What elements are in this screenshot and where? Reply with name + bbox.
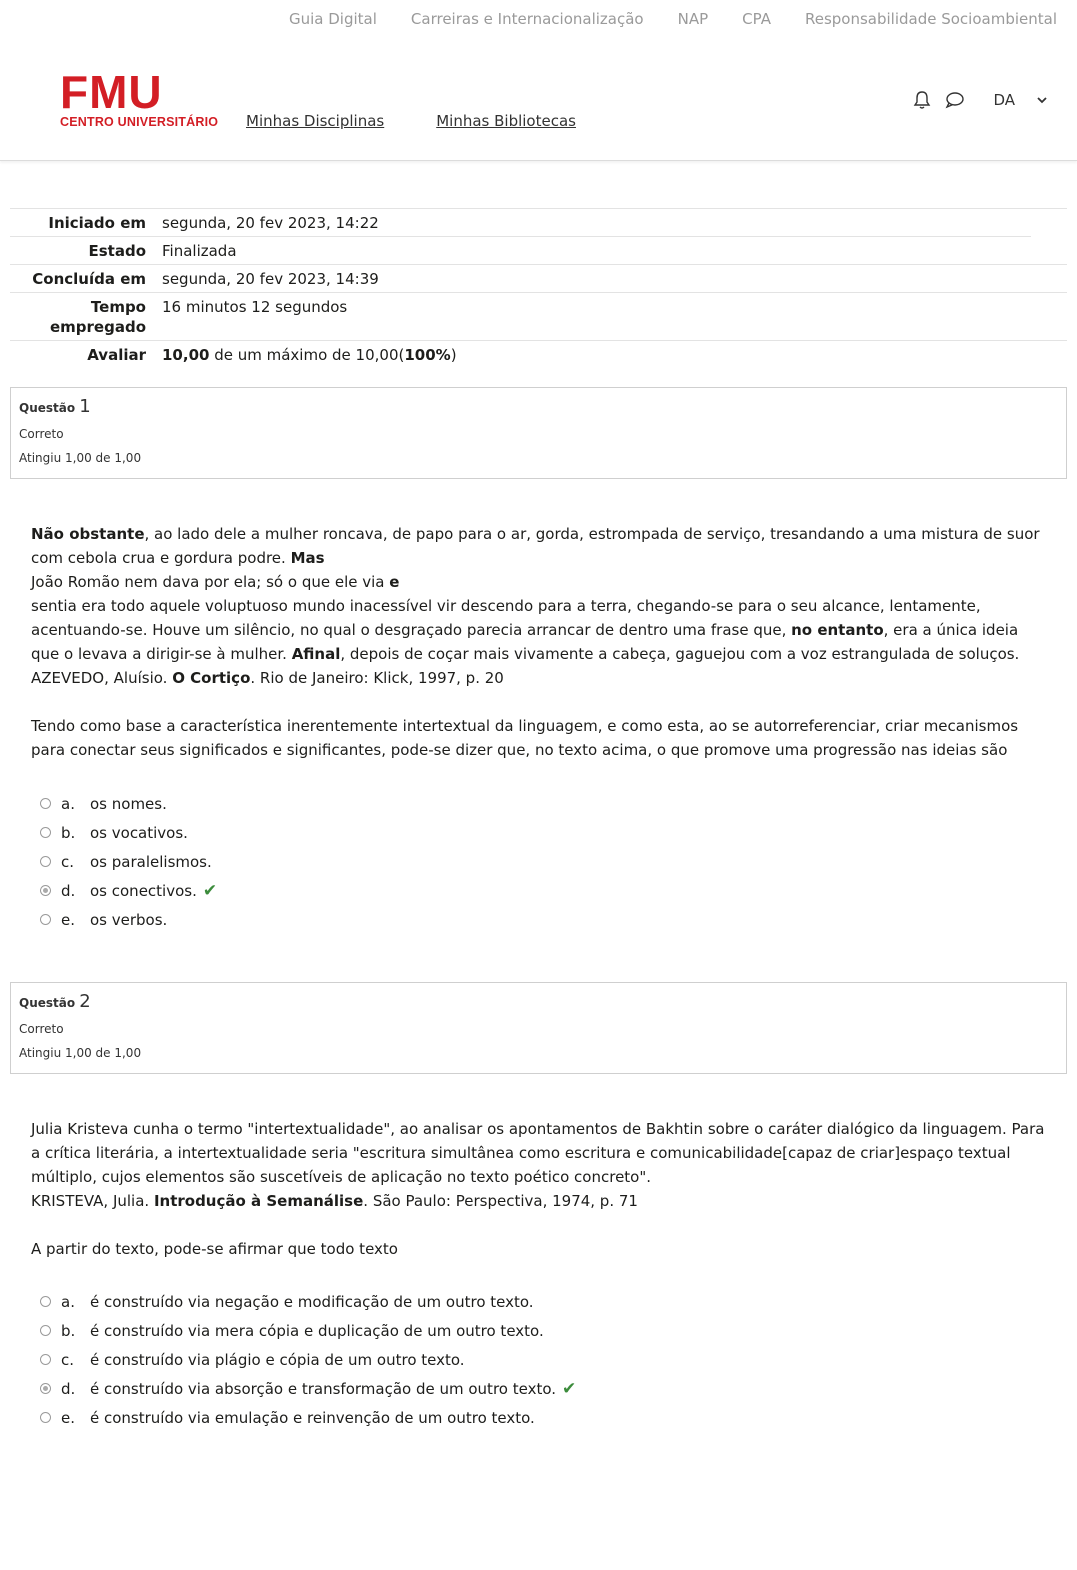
answer-text: os conectivos. xyxy=(90,881,197,900)
answer-letter: b. xyxy=(61,1321,76,1340)
question-1-answers xyxy=(40,789,217,934)
logo-sub-text: CENTRO UNIVERSITÁRIO xyxy=(60,115,219,129)
summary-value xyxy=(162,345,1067,365)
link-cpa[interactable]: CPA xyxy=(742,10,771,28)
score-close: ) xyxy=(450,346,457,364)
answer-letter: c. xyxy=(61,1350,75,1369)
radio-button[interactable] xyxy=(40,914,51,925)
nav-minhas-bibliotecas[interactable]: Minhas Bibliotecas xyxy=(436,112,576,130)
summary-label-line: Tempo xyxy=(90,298,146,316)
score-percent: 100% xyxy=(404,346,451,364)
answer-option[interactable] xyxy=(40,818,217,847)
question-2-text xyxy=(31,1117,1051,1261)
answer-text: é construído via plágio e cópia de um outro texto. xyxy=(90,1350,465,1369)
answer-option[interactable] xyxy=(40,789,217,818)
answer-option[interactable] xyxy=(40,1403,576,1432)
answer-letter: b. xyxy=(61,823,76,842)
passage-text: , era a única ideia que o levava a dirigir-se à mulher. xyxy=(31,621,1019,663)
top-links-bar xyxy=(289,10,1057,28)
bell-icon[interactable] xyxy=(913,90,931,110)
question-2-passage: Julia Kristeva cunha o termo "intertextualidade", ao analisar os apontamentos de Bakhtin sobre o caráter dialógico da linguagem. Para a crítica literária, a intertextualidade seria "escritura simultânea como escritura e comunicabilidade[capaz de criar]espaço textual múltiplo, cujos elementos são suscetíveis de aplicação no texto poético concreto". xyxy=(31,1120,1045,1186)
bold-connective: Mas xyxy=(290,549,325,567)
question-grade: Atingiu 1,00 de 1,00 xyxy=(19,451,142,465)
check-icon: ✔ xyxy=(202,880,218,901)
attempt-summary xyxy=(10,208,1067,368)
link-guia-digital[interactable]: Guia Digital xyxy=(289,10,377,28)
question-1-text xyxy=(31,522,1051,762)
chat-icon[interactable] xyxy=(945,91,965,109)
fmu-logo[interactable] xyxy=(60,66,219,129)
summary-label: Iniciado em xyxy=(48,214,146,232)
answer-letter: e. xyxy=(61,1408,75,1427)
radio-button[interactable] xyxy=(40,856,51,867)
summary-label: Avaliar xyxy=(87,346,146,364)
link-responsabilidade[interactable]: Responsabilidade Socioambiental xyxy=(804,10,1057,28)
summary-row-avaliar xyxy=(10,341,1067,368)
answer-option[interactable] xyxy=(40,847,217,876)
radio-button[interactable] xyxy=(40,1412,51,1423)
answer-option[interactable] xyxy=(40,1316,576,1345)
check-icon: ✔ xyxy=(562,1378,577,1399)
question-2-info xyxy=(10,982,1067,1074)
main-nav xyxy=(246,112,576,130)
reference-text: AZEVEDO, Aluísio. xyxy=(31,669,173,687)
passage-text: , ao lado dele a mulher roncava, de papo para o ar, gorda, estrompada de serviço, tresandando a uma mistura de suor com cebola crua e gordura podre. xyxy=(31,525,1040,567)
passage-text: sentia era todo aquele voluptuoso mundo inacessível vir descendo para a terra, chegando-se para o seu alcance, lentamente, acentuando-se. Houve um silêncio, no qual o desgraçado parecia arrancar de dentro uma frase que, xyxy=(31,597,981,639)
score-text: de um máximo de 10,00( xyxy=(209,346,405,364)
answer-option[interactable] xyxy=(40,1345,576,1374)
question-2-prompt: A partir do texto, pode-se afirmar que todo texto xyxy=(31,1240,398,1258)
bold-connective: Afinal xyxy=(291,645,341,663)
answer-option[interactable] xyxy=(40,905,217,934)
answer-text: é construído via negação e modificação de um outro texto. xyxy=(90,1292,534,1311)
summary-value: segunda, 20 fev 2023, 14:22 xyxy=(162,214,379,232)
answer-letter: c. xyxy=(61,852,75,871)
reference-text: KRISTEVA, Julia. xyxy=(31,1192,154,1210)
question-1-reference xyxy=(31,666,1051,690)
link-carreiras[interactable]: Carreiras e Internacionalização xyxy=(410,10,644,28)
nav-minhas-disciplinas[interactable]: Minhas Disciplinas xyxy=(246,112,385,130)
question-number: 1 xyxy=(79,396,91,417)
question-2-answers xyxy=(40,1287,576,1432)
radio-button[interactable] xyxy=(40,1296,51,1307)
radio-button-checked[interactable] xyxy=(40,885,51,896)
answer-text: os vocativos. xyxy=(90,823,188,842)
question-label: Questão xyxy=(19,401,80,415)
reference-text: . Rio de Janeiro: Klick, 1997, p. 20 xyxy=(250,669,504,687)
answer-option-selected[interactable] xyxy=(40,876,217,905)
reference-title: Introdução à Semanálise xyxy=(153,1192,364,1210)
question-label: Questão xyxy=(19,996,80,1010)
reference-text: . São Paulo: Perspectiva, 1974, p. 71 xyxy=(363,1192,638,1210)
summary-value: Finalizada xyxy=(162,242,237,260)
chevron-down-icon[interactable] xyxy=(1037,96,1047,104)
bold-connective: Não obstante xyxy=(31,525,145,543)
user-initials[interactable]: DA xyxy=(993,91,1015,109)
answer-option[interactable] xyxy=(40,1287,576,1316)
answer-option-selected[interactable] xyxy=(40,1374,576,1403)
answer-letter: d. xyxy=(61,1379,76,1398)
summary-row-estado xyxy=(10,237,1067,265)
summary-row-concluida xyxy=(10,265,1067,293)
bold-connective: no entanto xyxy=(791,621,884,639)
radio-button[interactable] xyxy=(40,827,51,838)
summary-label: Concluída em xyxy=(32,270,146,288)
link-nap[interactable]: NAP xyxy=(677,10,709,28)
answer-letter: a. xyxy=(61,1292,75,1311)
answer-text: os nomes. xyxy=(90,794,167,813)
answer-text: é construído via absorção e transformação de um outro texto. xyxy=(90,1379,557,1398)
radio-button[interactable] xyxy=(40,798,51,809)
answer-text: é construído via mera cópia e duplicação de um outro texto. xyxy=(90,1321,544,1340)
radio-button[interactable] xyxy=(40,1354,51,1365)
answer-text: é construído via emulação e reinvenção de um outro texto. xyxy=(90,1408,535,1427)
user-area xyxy=(913,90,1047,110)
summary-row-iniciado xyxy=(10,209,1031,237)
question-1-prompt: Tendo como base a característica inerentemente intertextual da linguagem, e como esta, ao se autorreferenciar, criar mecanismos para conectar seus significados e significantes, pode-se dizer que, no texto acima, o que promove uma progressão nas ideias são xyxy=(31,717,1019,759)
summary-value: segunda, 20 fev 2023, 14:39 xyxy=(162,270,379,288)
summary-row-tempo xyxy=(10,293,1067,341)
answer-letter: d. xyxy=(61,881,76,900)
question-grade: Atingiu 1,00 de 1,00 xyxy=(19,1046,142,1060)
passage-text: João Romão nem dava por ela; só o que ele via xyxy=(31,573,390,591)
answer-text: os verbos. xyxy=(90,910,168,929)
summary-label: Estado xyxy=(88,242,146,260)
question-number: 2 xyxy=(79,991,91,1012)
question-1-passage xyxy=(31,522,1051,666)
answer-letter: e. xyxy=(61,910,75,929)
bold-connective: e xyxy=(389,573,400,591)
score: 10,00 xyxy=(162,346,210,364)
reference-title: O Cortiço xyxy=(172,669,251,687)
summary-value: 16 minutos 12 segundos xyxy=(162,298,348,316)
radio-button-checked[interactable] xyxy=(40,1383,51,1394)
answer-letter: a. xyxy=(61,794,75,813)
logo-main-text: FMU xyxy=(60,66,163,118)
summary-label xyxy=(10,297,162,337)
question-2-reference xyxy=(31,1189,1051,1213)
summary-label-line: empregado xyxy=(49,318,146,336)
answer-text: os paralelismos. xyxy=(90,852,212,871)
passage-text: , depois de coçar mais vivamente a cabeça, gaguejou com a voz estrangulada de soluços. xyxy=(340,645,1020,663)
question-1-info xyxy=(10,387,1067,479)
radio-button[interactable] xyxy=(40,1325,51,1336)
question-status: Correto xyxy=(19,427,64,441)
question-status: Correto xyxy=(19,1022,64,1036)
header xyxy=(0,58,1077,161)
